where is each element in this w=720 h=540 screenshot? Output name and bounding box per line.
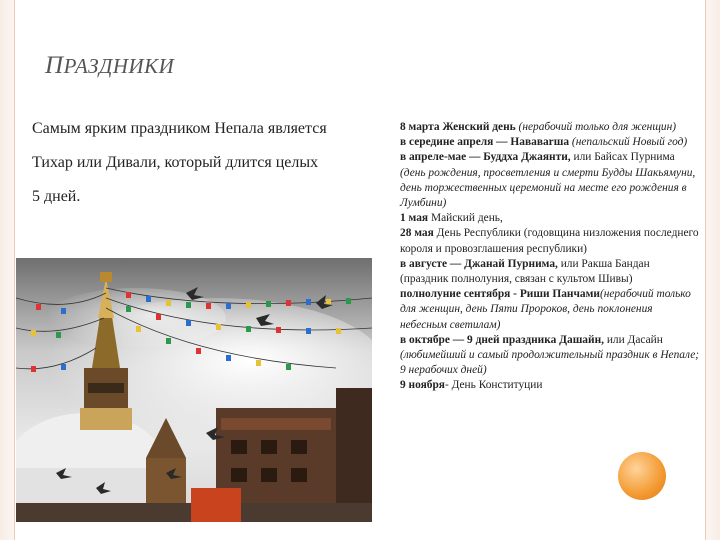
intro-text: [32, 112, 387, 214]
left-border-line: [14, 0, 15, 540]
right-border: [706, 0, 720, 540]
decorative-orange-circle: [618, 452, 666, 500]
holiday-note: (нерабочий только для женщин): [515, 121, 677, 133]
holiday-date: в октябре — 9 дней праздника Дашайн,: [400, 333, 604, 346]
title-rest: РАЗДНИКИ: [63, 54, 175, 78]
holiday-name: День Республики (годовщина низложения последнего короля и провозглашения республики): [400, 227, 699, 255]
holiday-name: или Дасайн: [603, 333, 663, 346]
stupa-photo: [16, 258, 372, 522]
holiday-item: [400, 348, 700, 378]
holiday-date: 8 марта Женский день: [400, 121, 516, 133]
holiday-item: [400, 226, 700, 256]
intro-line-3: 5 дней.: [32, 188, 81, 205]
slide-title: [45, 52, 174, 80]
holiday-name: или Байсах Пурнима: [570, 151, 675, 164]
holiday-note: (любимейший и самый продолжительный праздник в Непале; 9 нерабочих дней): [400, 349, 700, 377]
holiday-item: [400, 120, 700, 135]
holiday-item: [400, 135, 700, 150]
holiday-note: (нерабочий только для женщин, день Пяти Пророков, день поклонения небесным светилам): [400, 288, 691, 331]
holiday-date: в апреле-мае — Буддха Джаянти,: [400, 151, 571, 164]
stupa-illustration: [16, 258, 372, 522]
holiday-date: полнолуние сентября - Риши Панчами: [400, 288, 600, 301]
holiday-item: [400, 257, 700, 287]
holiday-name: Майский день,: [428, 212, 503, 225]
left-border: [0, 0, 14, 540]
holiday-item: [400, 166, 700, 212]
title-initial: П: [45, 52, 64, 79]
holiday-item: [400, 333, 700, 348]
holiday-name: - День Конституции: [444, 379, 543, 392]
holiday-note: (день рождения, просветления и смерти Будды Шакьямуни, день торжественных церемоний на месте его рождения в Лумбини): [400, 166, 696, 210]
holiday-date: в середине апреля — Нававarша: [400, 136, 570, 149]
holiday-date: 1 мая: [400, 212, 429, 225]
intro-line-1: Самым ярким праздником Непала является: [32, 120, 327, 137]
holiday-item: [400, 287, 700, 333]
holiday-name: или Ракша Бандан (праздник полнолуния, связан с культом Шивы): [400, 257, 650, 286]
holiday-note: (непальский Новый год): [569, 136, 688, 149]
holiday-date: в августе — Джанай Пурнима,: [400, 257, 558, 270]
holiday-item: [400, 211, 700, 226]
holiday-item: [400, 378, 700, 393]
holiday-date: 28 мая: [400, 227, 434, 240]
right-border-line: [705, 0, 706, 540]
holiday-date: 9 ноября: [400, 379, 445, 392]
intro-line-2: Тихар или Дивали, который длится целых: [32, 154, 319, 171]
holiday-item: [400, 150, 700, 165]
holiday-list: [400, 120, 700, 394]
